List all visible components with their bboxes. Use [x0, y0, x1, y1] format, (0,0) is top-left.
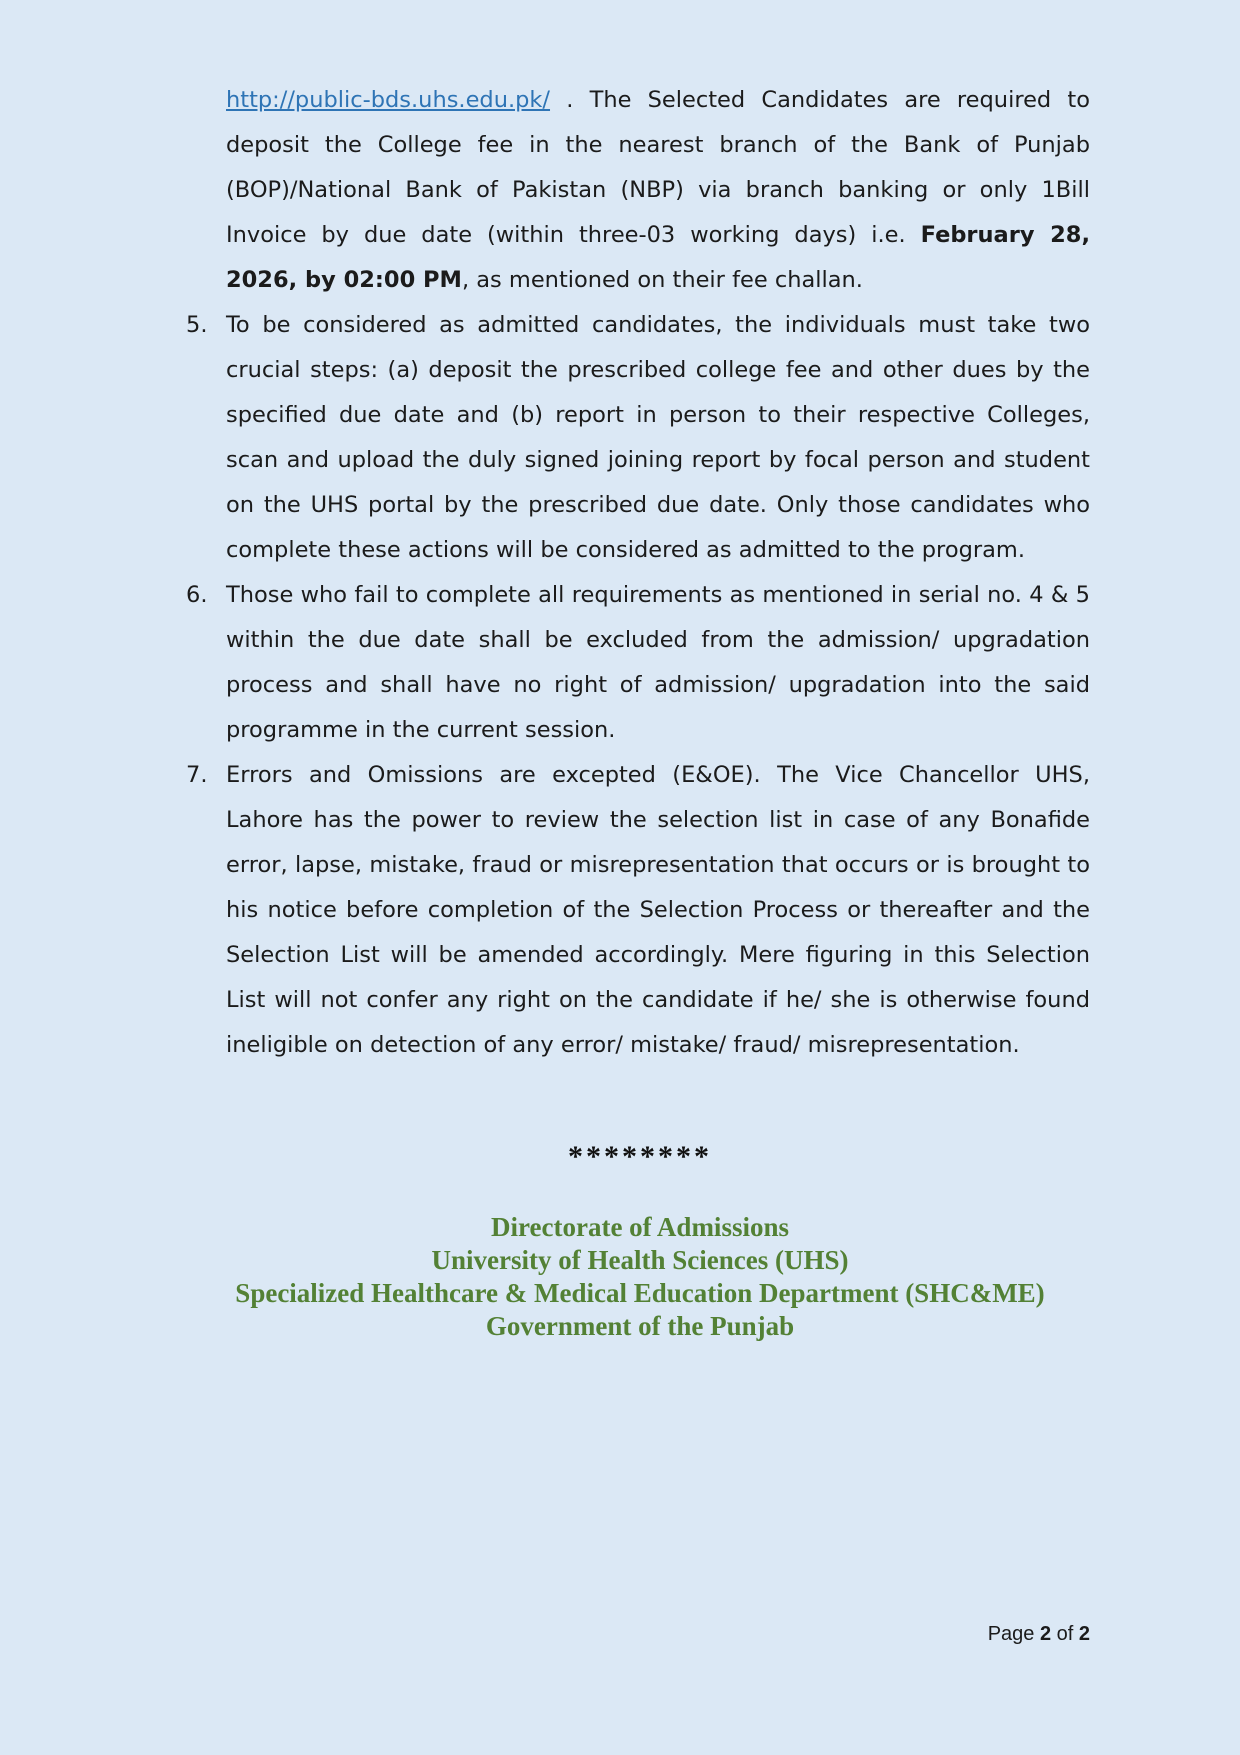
- list-item-5: [186, 303, 1090, 573]
- document-content: [186, 78, 1090, 1343]
- signature-department: Specialized Healthcare & Medical Education Department (SHC&ME): [235, 1278, 1045, 1308]
- list-number-7: 7.: [186, 762, 208, 788]
- paragraph-4-text: . The Selected Candidates are required to deposit the College fee in the nearest branch of the Bank of Punjab (BOP)/National Bank of Pakistan (NBP) via branch banking or only 1Bill Invoice by due date (within three-03 working days) i.e.: [226, 87, 1090, 248]
- page-number-of: of: [1051, 1623, 1079, 1645]
- body-text: [186, 78, 1090, 1068]
- list-item-7: [186, 753, 1090, 1068]
- page-number-current: 2: [1039, 1623, 1052, 1645]
- list-item-6: [186, 573, 1090, 753]
- signature-government: Government of the Punjab: [485, 1311, 795, 1341]
- uhs-portal-link[interactable]: http://public-bds.uhs.edu.pk/: [226, 87, 551, 113]
- page-number: [988, 1620, 1090, 1648]
- list-item-4-continuation: [190, 78, 1090, 303]
- page-number-prefix: Page: [987, 1623, 1040, 1645]
- list-number-5: 5.: [186, 312, 208, 338]
- list-item-6-text: Those who fail to complete all requirements as mentioned in serial no. 4 & 5 within the due date shall be excluded from the admission/ upgradation process and shall have no right of admission/ upgradation into the said programme in the current session.: [226, 582, 1090, 743]
- list-item-5-text: To be considered as admitted candidates, the individuals must take two crucial steps: (a) deposit the prescribed college fee and other dues by the specified due date and (b) report in person to their respective Colleges, scan and upload the duly signed joining report by focal person and student on the UHS portal by the prescribed due date. Only those candidates who complete these actions will be considered as admitted to the program.: [226, 312, 1090, 563]
- asterisk-separator: ********: [568, 1140, 712, 1173]
- list-item-7-text: Errors and Omissions are excepted (E&OE). The Vice Chancellor UHS, Lahore has the power to review the selection list in case of any Bonafide error, lapse, mistake, fraud or misrepresentation that occurs or is brought to his notice before completion of the Selection Process or thereafter and the Selection List will be amended accordingly. Mere figuring in this Selection List will not confer any right on the candidate if he/ she is otherwise found ineligible on detection of any error/ mistake/ fraud/ misrepresentation.: [226, 762, 1090, 1058]
- page-number-total: 2: [1078, 1623, 1090, 1645]
- paragraph-4-tail: , as mentioned on their fee challan.: [461, 267, 863, 293]
- list-number-6: 6.: [186, 582, 208, 608]
- signature-university: University of Health Sciences (UHS): [431, 1245, 849, 1275]
- deadline-bold-text: February 28, 2026, by 02:00 PM: [226, 222, 1090, 293]
- signature-directorate: Directorate of Admissions: [491, 1212, 789, 1242]
- signature-block: [190, 1211, 1090, 1343]
